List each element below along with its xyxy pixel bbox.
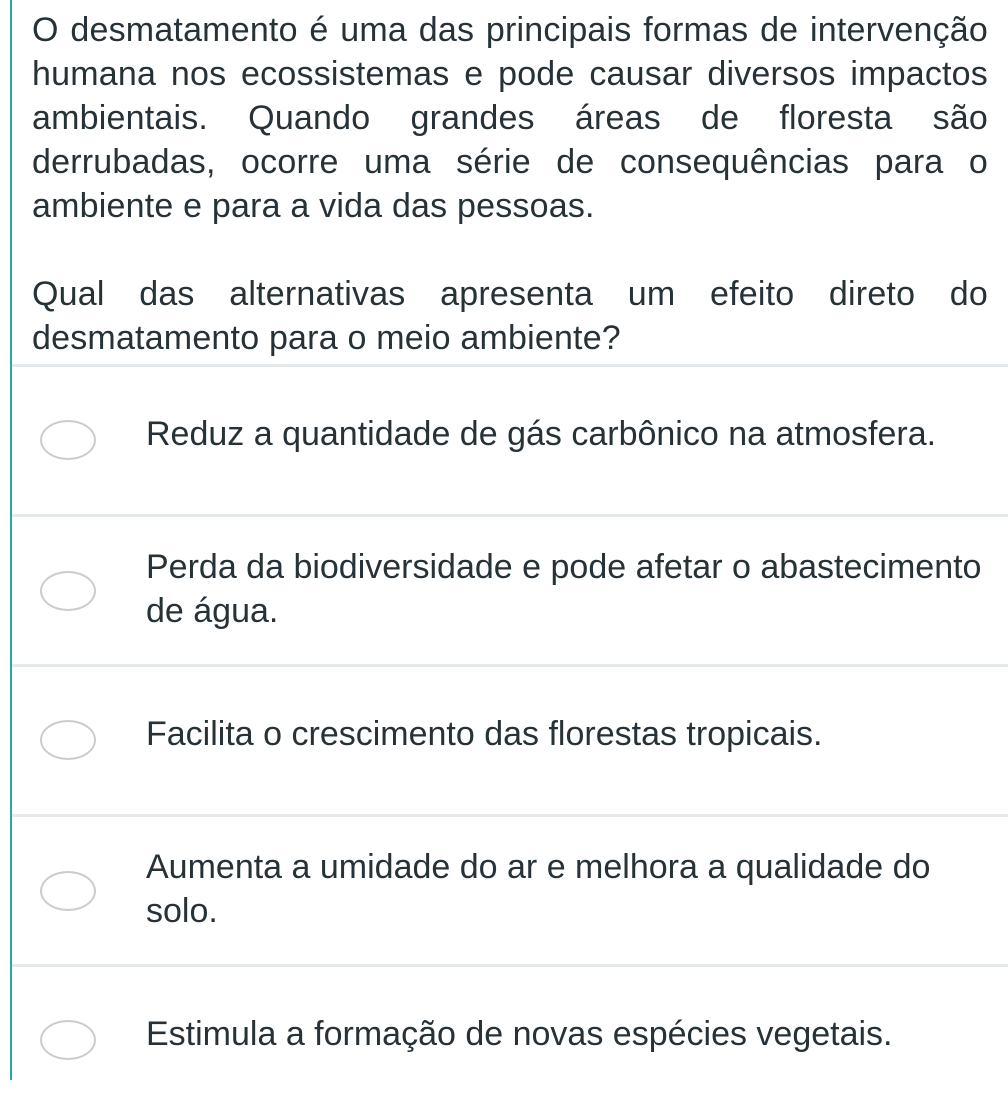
- option-e-label: Estimula a formação de novas espécies vegetais.: [146, 1015, 893, 1053]
- option-a-label: Reduz a quantidade de gás carbônico na atmosfera.: [146, 415, 937, 453]
- option-c-label: Facilita o crescimento das florestas tropicais.: [146, 715, 823, 753]
- option-c[interactable]: [12, 667, 1008, 814]
- question-stem: [12, 0, 988, 360]
- option-b[interactable]: [12, 517, 1008, 664]
- question-card: [12, 0, 1008, 1080]
- radio-button-b[interactable]: [40, 571, 96, 611]
- radio-button-d[interactable]: [40, 871, 96, 911]
- option-b-label: Perda da biodiversidade e pode afetar o abastecimento de água.: [146, 548, 982, 630]
- option-d[interactable]: [12, 817, 1008, 964]
- option-d-label: Aumenta a umidade do ar e melhora a qualidade do solo.: [146, 848, 931, 930]
- radio-button-e[interactable]: [40, 1020, 96, 1060]
- question-context: O desmatamento é uma das principais formas de intervenção humana nos ecossistemas e pode causar diversos impactos ambientais. Quando grandes áreas de floresta são derrubadas, ocorre uma série de consequências para o ambiente e para a vida das pessoas.: [32, 11, 988, 225]
- option-e[interactable]: [12, 967, 1008, 1114]
- radio-button-a[interactable]: [40, 420, 96, 460]
- radio-button-c[interactable]: [40, 720, 96, 760]
- question-prompt: Qual das alternativas apresenta um efeito direto do desmatamento para o meio ambiente?: [32, 275, 988, 357]
- answer-options: [12, 364, 1008, 1114]
- option-a[interactable]: [12, 367, 1008, 514]
